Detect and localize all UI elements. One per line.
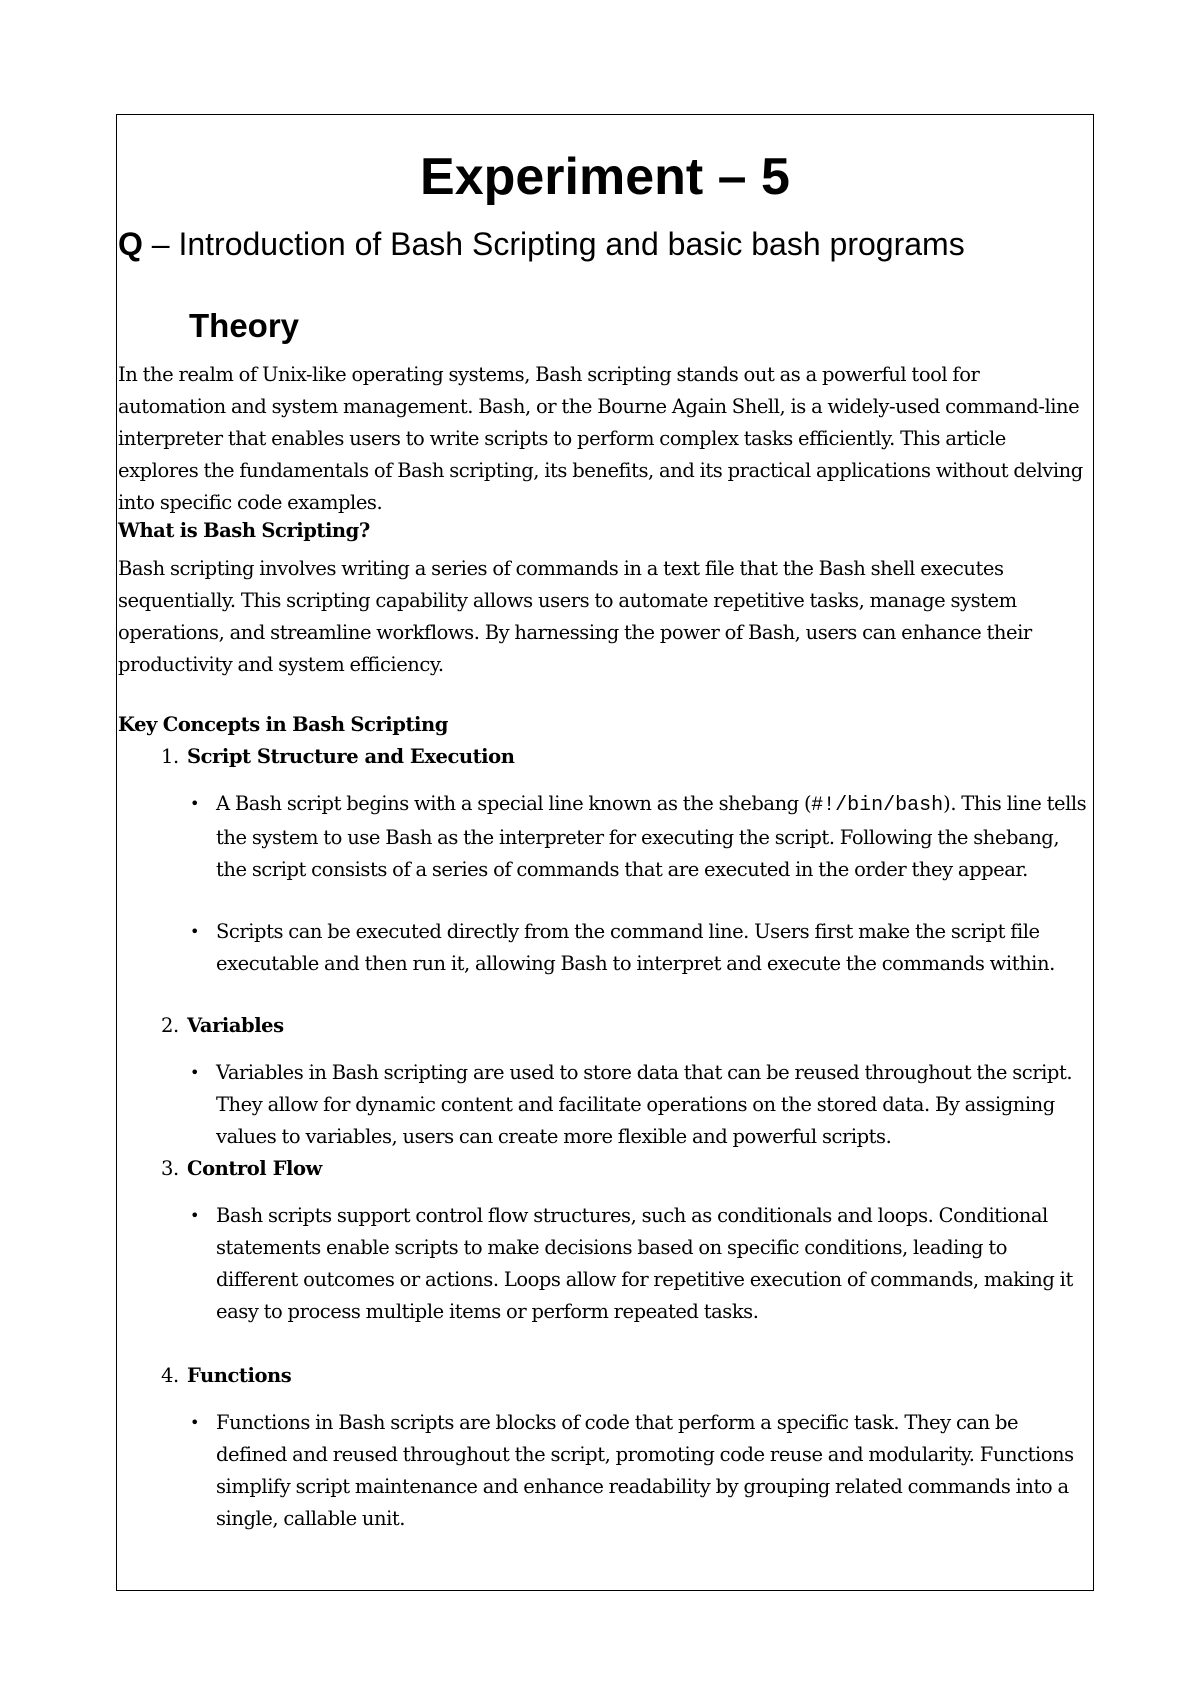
question-line bbox=[118, 225, 1093, 263]
question-prefix: Q bbox=[118, 226, 143, 262]
list-item-variables bbox=[161, 1010, 284, 1042]
list-item-control-flow bbox=[161, 1153, 322, 1185]
bullet-control-flow bbox=[190, 1200, 1094, 1328]
bullet-icon: • bbox=[190, 1413, 199, 1432]
bullet-text: Bash scripts support control flow structures, such as conditionals and loops. Conditional statements enable scripts to make decisions based on specific conditions, leading to different outcomes or actions. Loops allow for repetitive execution of commands, making it easy to process multiple items or perform repeated tasks. bbox=[216, 1204, 1073, 1323]
bullet-icon: • bbox=[190, 794, 199, 813]
list-label: Functions bbox=[187, 1364, 292, 1387]
list-number: 2. bbox=[161, 1014, 179, 1037]
page-border bbox=[116, 114, 1094, 1591]
bullet-execution bbox=[190, 916, 1094, 980]
key-concepts-heading: Key Concepts in Bash Scripting bbox=[118, 713, 448, 736]
question-text: – Introduction of Bash Scripting and basic bash programs bbox=[142, 226, 965, 262]
shebang-code: #!/bin/bash bbox=[811, 794, 944, 817]
bullet-functions bbox=[190, 1407, 1094, 1535]
list-label: Variables bbox=[187, 1014, 284, 1037]
bullet-icon: • bbox=[190, 922, 199, 941]
intro-paragraph bbox=[118, 359, 1090, 519]
bullet-text: Variables in Bash scripting are used to store data that can be reused throughout the script. They allow for dynamic content and facilitate operations on the stored data. By assigning values to variables, users can create more flexible and powerful scripts. bbox=[216, 1061, 1073, 1148]
list-label: Script Structure and Execution bbox=[187, 745, 515, 768]
bullet-text: Functions in Bash scripts are blocks of code that perform a specific task. They can be defined and reused throughout the script, promoting code reuse and modularity. Functions simplify script maintenance and enhance readability by grouping related commands into a single, callable unit. bbox=[216, 1411, 1074, 1530]
list-item-functions bbox=[161, 1360, 291, 1392]
bullet-shebang bbox=[190, 788, 1094, 886]
bullet-text-after: ). This line tells the system to use Bash as the interpreter for executing the script. Following the shebang, the script consists of a series of commands that are executed in the order they appear. bbox=[216, 792, 1087, 881]
theory-heading: Theory bbox=[189, 307, 300, 344]
list-number: 4. bbox=[161, 1364, 179, 1387]
page-title: Experiment – 5 bbox=[420, 148, 790, 206]
what-is-paragraph bbox=[118, 553, 1090, 681]
bullet-icon: • bbox=[190, 1063, 199, 1082]
bullet-text: Scripts can be executed directly from the command line. Users first make the script file executable and then run it, allowing Bash to interpret and execute the commands within. bbox=[216, 920, 1055, 975]
list-number: 1. bbox=[161, 745, 179, 768]
bullet-variables bbox=[190, 1057, 1094, 1153]
list-item-script-structure bbox=[161, 741, 514, 773]
intro-text: In the realm of Unix-like operating systems, Bash scripting stands out as a powerful tool for automation and system management. Bash, or the Bourne Again Shell, is a widely-used command-line interpreter that enables users to write scripts to perform complex tasks efficiently. This article explores the fundamentals of Bash scripting, its benefits, and its practical applications without delving into specific code examples. bbox=[118, 363, 1083, 514]
bullet-text-before: A Bash script begins with a special line known as the shebang ( bbox=[216, 792, 812, 815]
list-number: 3. bbox=[161, 1157, 179, 1180]
bullet-icon: • bbox=[190, 1206, 199, 1225]
what-is-text: Bash scripting involves writing a series of commands in a text file that the Bash shell executes sequentially. This scripting capability allows users to automate repetitive tasks, manage system operations, and streamline workflows. By harnessing the power of Bash, users can enhance their productivity and system efficiency. bbox=[118, 557, 1032, 676]
what-is-heading: What is Bash Scripting? bbox=[118, 519, 370, 542]
list-label: Control Flow bbox=[187, 1157, 322, 1180]
